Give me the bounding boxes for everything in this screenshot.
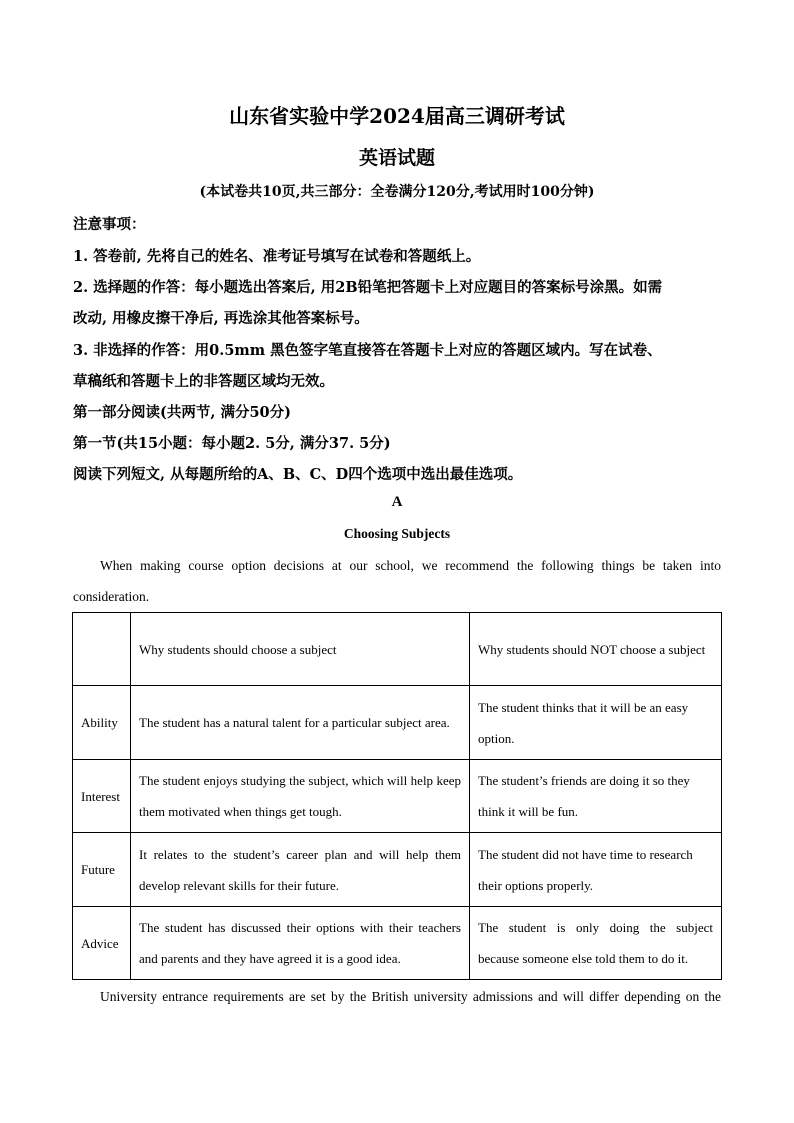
why-cell: The student has a natural talent for a particular subject area. [131,686,470,760]
why-cell: The student enjoys studying the subject, which will help keep them motivated when things get tough. [131,760,470,833]
why-cell: The student has discussed their options with their teachers and parents and they have agreed it is a good idea. [131,907,470,980]
passage-intro-line-2: consideration. [73,589,150,604]
passage-intro-line-1: When making course option decisions at our school, we recommend the following things be taken into [100,558,721,573]
why-not-cell: The student is only doing the subject because someone else told them to do it. [470,907,722,980]
passage-closing-line: University entrance requirements are set by the British university admissions and will differ depending on the [100,989,721,1004]
instruction-item-2-line-1: 2. 选择题的作答：每小题选出答案后, 用2B铅笔把答题卡上对应题目的答案标号涂黑。如需 [73,279,663,296]
passage-title: Choosing Subjects [343,526,451,541]
why-not-cell: The student’s friends are doing it so they think it will be fun. [470,760,722,833]
instruction-item-3-line-2: 草稿纸和答题卡上的非答题区域均无效。 [73,373,334,390]
row-label: Ability [73,686,131,760]
table-header-cell: Why students should choose a subject [131,613,470,686]
row-label: Future [73,833,131,907]
table-header-row [73,613,722,686]
table-row [73,833,722,907]
instructions-heading: 注意事项： [73,216,146,233]
passage-label: A [391,494,403,510]
row-label: Advice [73,907,131,980]
row-label: Interest [73,760,131,833]
section-directions: 阅读下列短文, 从每题所给的A、B、C、D四个选项中选出最佳选项。 [73,466,523,483]
exam-note: (本试卷共10页,共三部分：全卷满分120分,考试用时100分钟) [199,184,595,200]
exam-title: 山东省实验中学2024届高三调研考试 [229,104,565,128]
instruction-item-2-line-2: 改动, 用橡皮擦干净后, 再选涂其他答案标号。 [73,310,369,327]
section-sub-heading: 第一节(共15小题：每小题2. 5分, 满分37. 5分) [73,435,391,452]
subjects-table [72,612,722,980]
section-part-heading: 第一部分阅读(共两节, 满分50分) [73,404,291,421]
why-not-cell: The student thinks that it will be an easy option. [470,686,722,760]
why-not-cell: The student did not have time to research their options properly. [470,833,722,907]
table-row [73,760,722,833]
table-row [73,907,722,980]
subject-title: 英语试题 [358,147,435,169]
table-header-cell [73,613,131,686]
table-header-cell: Why students should NOT choose a subject [470,613,722,686]
why-cell: It relates to the student’s career plan and will help them develop relevant skills for their future. [131,833,470,907]
table-row [73,686,722,760]
instruction-item-1: 1. 答卷前, 先将自己的姓名、准考证号填写在试卷和答题纸上。 [73,248,481,265]
instruction-item-3-line-1: 3. 非选择的作答：用0.5mm 黑色签字笔直接答在答题卡上对应的答题区域内。写在试卷、 [73,342,662,359]
